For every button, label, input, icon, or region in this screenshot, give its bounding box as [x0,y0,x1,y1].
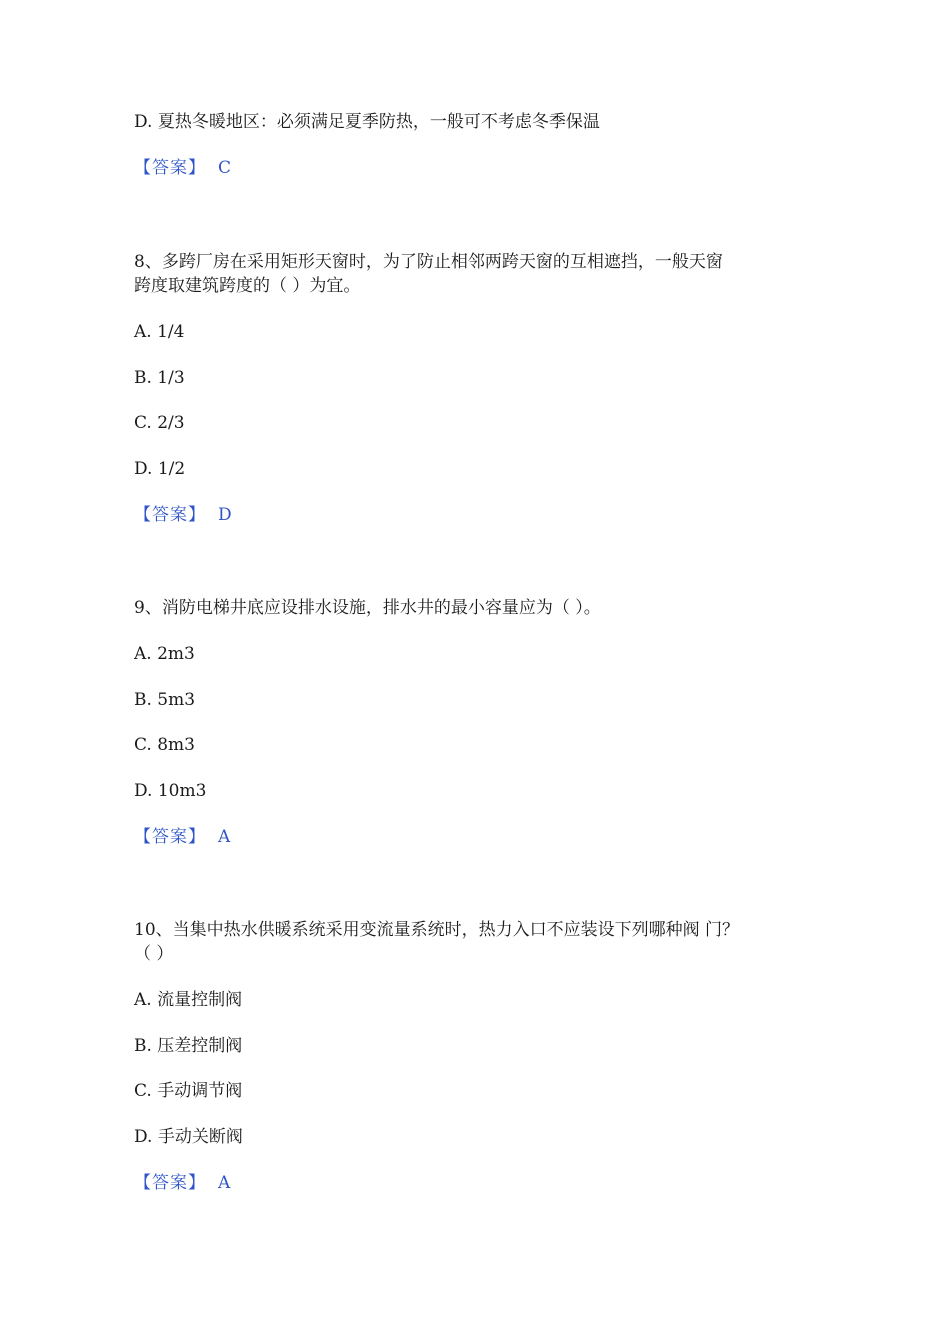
q10-stem-line2: （ ） [134,944,174,964]
q10-option-b: B. 压差控制阀 [134,1036,243,1056]
q7-answer-value: C [218,158,232,178]
q10-option-a: A. 流量控制阀 [134,990,243,1010]
q9-stem: 9、消防电梯井底应设排水设施，排水井的最小容量应为（ ）。 [134,598,601,618]
q7-answer [134,156,231,180]
q8-option-b: B. 1/3 [134,368,185,388]
q8-answer-label: 【答案】 [134,505,206,525]
q8-option-a: A. 1/4 [134,322,185,342]
q9-answer [134,825,230,849]
q9-answer-value: A [218,827,231,847]
q10-stem-line1: 10、当集中热水供暖系统采用变流量系统时，热力入口不应装设下列哪种阀 门？ [134,920,740,940]
q10-answer [134,1171,230,1195]
q8-stem-line1: 8、多跨厂房在采用矩形天窗时，为了防止相邻两跨天窗的互相遮挡，一般天窗 [134,252,723,272]
q7-option-d: D. 夏热冬暖地区：必须满足夏季防热，一般可不考虑冬季保温 [134,112,600,132]
q9-option-d: D. 10m3 [134,781,207,801]
q8-stem-line2: 跨度取建筑跨度的（ ）为宜。 [134,276,361,296]
q10-option-c: C. 手动调节阀 [134,1081,243,1101]
q8-answer-value: D [218,505,232,525]
q7-answer-label: 【答案】 [134,158,206,178]
q10-answer-value: A [218,1173,231,1193]
q9-option-a: A. 2m3 [134,644,195,664]
q9-answer-label: 【答案】 [134,827,206,847]
q9-option-b: B. 5m3 [134,690,196,710]
q10-option-d: D. 手动关断阀 [134,1127,243,1147]
q9-option-c: C. 8m3 [134,735,195,755]
q8-answer [134,503,232,527]
q10-answer-label: 【答案】 [134,1173,206,1193]
q8-option-c: C. 2/3 [134,413,185,433]
q8-option-d: D. 1/2 [134,459,186,479]
